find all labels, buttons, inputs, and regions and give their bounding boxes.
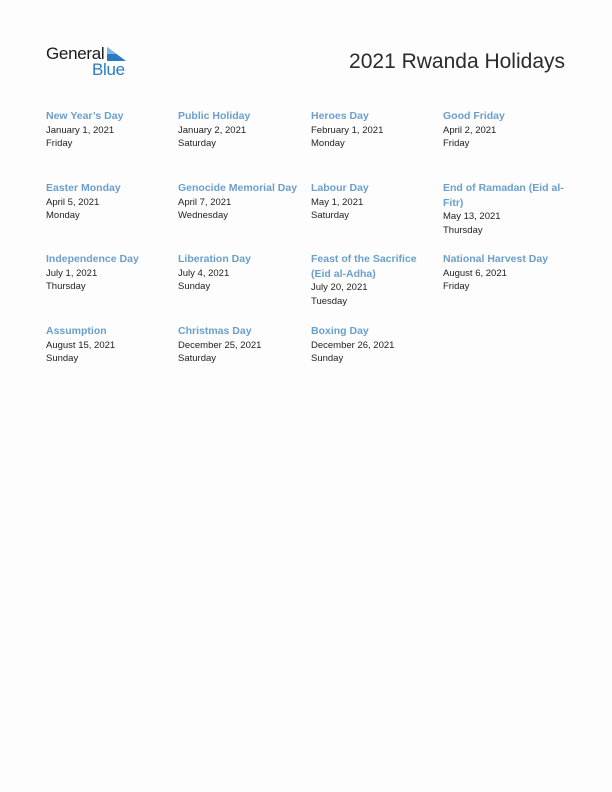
- holiday-name: Heroes Day: [311, 110, 369, 122]
- holiday-item: [443, 109, 567, 151]
- holiday-name: Liberation Day: [178, 253, 251, 265]
- holiday-date: July 4, 2021: [178, 267, 230, 279]
- holiday-weekday: Tuesday: [311, 295, 348, 307]
- holiday-name: Independence Day: [46, 253, 139, 265]
- holiday-item: [311, 109, 435, 151]
- logo-general-text: General: [46, 44, 105, 63]
- holiday-weekday: Saturday: [178, 138, 217, 149]
- holiday-name: Feast of the Sacrifice (Eid al-Adha): [311, 253, 417, 280]
- holiday-date: August 15, 2021: [46, 339, 116, 351]
- holiday-weekday: Monday: [311, 138, 345, 149]
- logo-blue-text: Blue: [92, 60, 125, 79]
- holiday-weekday: Monday: [46, 210, 80, 221]
- holiday-name: Assumption: [46, 325, 107, 337]
- holiday-date: January 2, 2021: [178, 124, 247, 136]
- holiday-weekday: Friday: [443, 138, 470, 149]
- holiday-item: [178, 324, 302, 366]
- holiday-date: May 13, 2021: [443, 211, 501, 222]
- holiday-weekday: Sunday: [46, 353, 79, 364]
- holiday-name: National Harvest Day: [443, 253, 549, 265]
- holiday-weekday: Thursday: [46, 281, 86, 292]
- holiday-item: [311, 324, 435, 366]
- holiday-weekday: Friday: [443, 281, 470, 292]
- holiday-name: Genocide Memorial Day: [178, 182, 298, 194]
- holiday-name: Labour Day: [311, 182, 369, 194]
- holiday-item: [311, 181, 435, 223]
- holiday-weekday: Saturday: [178, 353, 217, 364]
- holiday-item: [46, 109, 170, 151]
- holiday-weekday: Friday: [46, 138, 73, 149]
- holiday-weekday: Thursday: [443, 224, 483, 236]
- holiday-date: July 20, 2021: [311, 282, 368, 293]
- holiday-item: [46, 181, 170, 223]
- holiday-date: February 1, 2021: [311, 124, 384, 136]
- holiday-date: December 26, 2021: [311, 339, 395, 351]
- holiday-item: [46, 252, 170, 294]
- holiday-date: April 2, 2021: [443, 124, 497, 136]
- holiday-item: [311, 252, 429, 308]
- holiday-date: July 1, 2021: [46, 267, 98, 279]
- holiday-name: Christmas Day: [178, 325, 252, 337]
- holiday-item: [443, 252, 573, 294]
- holiday-name: Good Friday: [443, 110, 505, 122]
- holiday-item: [178, 109, 302, 151]
- holiday-name: Public Holiday: [178, 110, 251, 122]
- logo: [46, 44, 136, 80]
- holiday-date: January 1, 2021: [46, 124, 115, 136]
- holiday-weekday: Wednesday: [178, 210, 228, 221]
- holiday-name: Boxing Day: [311, 325, 369, 337]
- holiday-date: April 7, 2021: [178, 196, 232, 208]
- holiday-name: Easter Monday: [46, 182, 121, 194]
- holiday-date: August 6, 2021: [443, 267, 507, 279]
- holiday-weekday: Sunday: [178, 281, 211, 292]
- holiday-date: April 5, 2021: [46, 196, 100, 208]
- holiday-date: May 1, 2021: [311, 196, 364, 208]
- holiday-name: New Year’s Day: [46, 110, 124, 122]
- holiday-item: [178, 252, 302, 294]
- logo-flag-icon: [107, 47, 126, 61]
- holiday-item: [46, 324, 170, 366]
- holiday-date: December 25, 2021: [178, 339, 262, 351]
- holiday-weekday: Sunday: [311, 353, 344, 364]
- page-title: 2021 Rwanda Holidays: [349, 50, 565, 73]
- holiday-item: [178, 181, 308, 223]
- holiday-weekday: Saturday: [311, 210, 350, 221]
- holiday-name: End of Ramadan (Eid al-Fitr): [443, 182, 564, 209]
- holiday-item: [443, 181, 569, 237]
